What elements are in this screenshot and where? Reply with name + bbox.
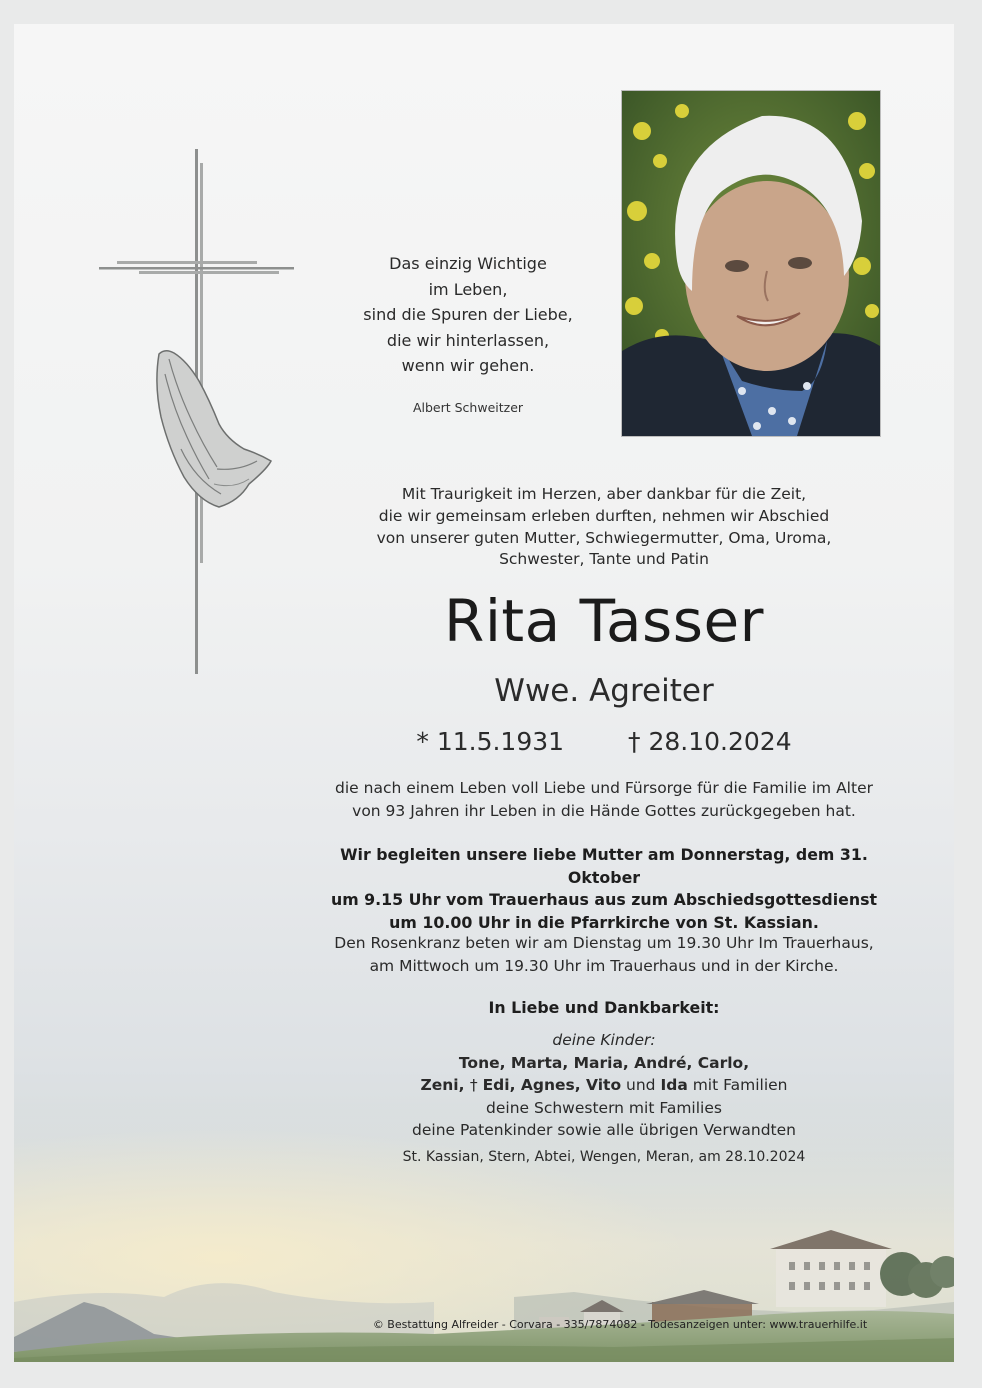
intro-line: die wir gemeinsam erleben durften, nehmen wir Abschied — [378, 506, 830, 525]
life-line: von 93 Jahren ihr Leben in die Hände Gottes zurückgegeben hat. — [352, 801, 856, 820]
footer-credit: © Bestattung Alfreider - Corvara - 335/7874082 - Todesanzeigen unter: www.trauerhilfe.it — [372, 1318, 868, 1331]
rosary-line: am Mittwoch um 19.30 Uhr im Trauerhaus und in der Kirche. — [369, 956, 839, 975]
quote-line: Das einzig Wichtige — [389, 254, 547, 273]
birth-date: * 11.5.1931 — [416, 727, 565, 756]
life-text — [319, 777, 889, 822]
deceased-name: Rita Tasser — [444, 587, 764, 655]
quote-line: im Leben, — [428, 279, 508, 299]
funeral-info — [309, 844, 899, 934]
conjunction: und — [621, 1076, 661, 1094]
with-families: mit Familien — [687, 1076, 788, 1094]
quote-line: sind die Spuren der Liebe, — [363, 305, 573, 324]
intro-text — [329, 484, 879, 571]
funeral-line: um 9.15 Uhr vom Trauerhaus aus zum Abschiedsgottesdienst — [330, 890, 878, 909]
mourners-list — [319, 1029, 889, 1142]
praying-hands-icon — [157, 351, 271, 507]
funeral-line: Wir begleiten unsere liebe Mutter am Donnerstag, dem 31. Oktober — [340, 845, 868, 887]
children-line: Tone, Marta, Maria, André, Carlo, — [458, 1053, 750, 1072]
quote — [314, 251, 622, 379]
quote-line: wenn wir gehen. — [401, 356, 535, 375]
obituary-notice — [14, 24, 954, 1362]
child-name: Ida — [660, 1076, 688, 1094]
rosary-line: Den Rosenkranz beten wir am Dienstag um 19.30 Uhr Im Trauerhaus, — [334, 934, 874, 952]
deceased-cross: † — [469, 1076, 483, 1094]
intro-line: Schwester, Tante und Patin — [499, 550, 709, 569]
funeral-line: um 10.00 Uhr in die Pfarrkirche von St. Kassian. — [389, 912, 819, 932]
death-date: † 28.10.2024 — [628, 727, 792, 756]
intro-line: Mit Traurigkeit im Herzen, aber dankbar für die Zeit, — [401, 485, 807, 503]
deceased-maiden-name: Wwe. Agreiter — [494, 673, 714, 709]
portrait-photo — [621, 90, 881, 437]
rosary-info — [319, 932, 889, 977]
godchildren-line: deine Patenkinder sowie alle übrigen Verwandten — [412, 1121, 796, 1139]
children-label: deine Kinder: — [552, 1031, 656, 1049]
place-and-date: St. Kassian, Stern, Abtei, Wengen, Meran, am 28.10.2024 — [402, 1149, 806, 1165]
intro-line: von unserer guten Mutter, Schwiegermutter, Oma, Uroma, — [376, 528, 832, 547]
cross-icon — [99, 149, 299, 674]
quote-author: Albert Schweitzer — [412, 400, 524, 415]
life-dates — [329, 724, 879, 760]
mourners-title: In Liebe und Dankbarkeit: — [488, 998, 720, 1017]
quote-line: die wir hinterlassen, — [386, 330, 550, 350]
children-line — [319, 1074, 889, 1097]
siblings-line: deine Schwestern mit Families — [486, 1098, 722, 1117]
child-name: Edi, Agnes, Vito — [482, 1076, 622, 1094]
life-line: die nach einem Leben voll Liebe und Fürsorge für die Familie im Alter — [335, 779, 873, 797]
child-name: Zeni, — [420, 1076, 470, 1094]
